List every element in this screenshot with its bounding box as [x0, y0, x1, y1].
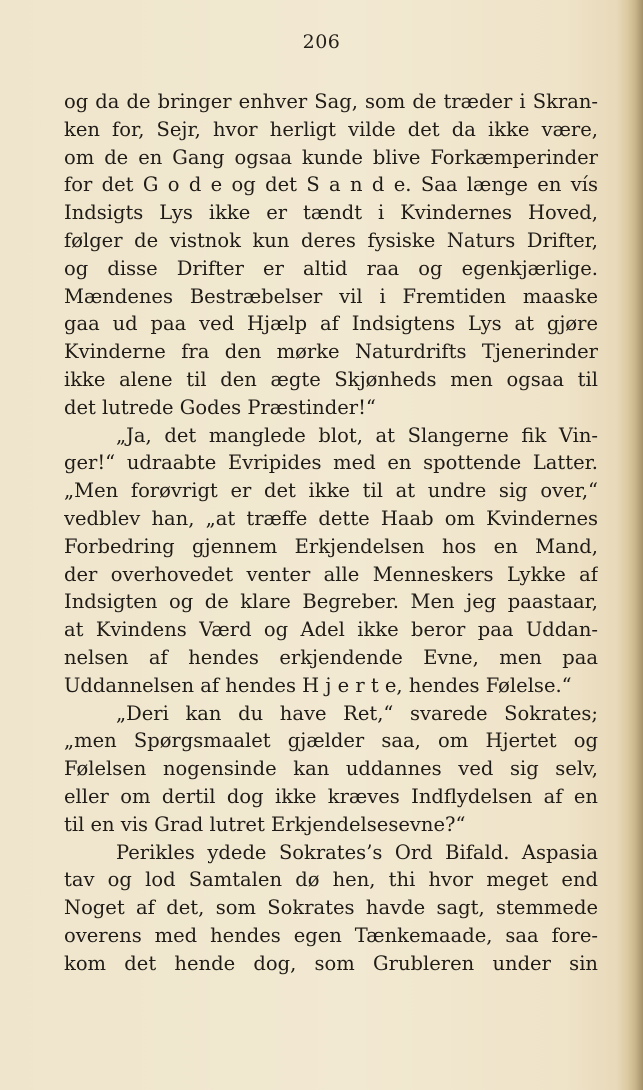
text-line: Indsigten og de klare Begreber. Men jeg paastaar,	[64, 590, 598, 614]
text-line: Uddannelsen af hendes H j e r t e, hendes Følelse.“	[64, 673, 572, 697]
text-line: gaa ud paa ved Hjælp af Indsigtens Lys at gjøre	[64, 312, 598, 336]
text-line: til en vis Grad lutret Erkjendelsesevne?“	[64, 812, 466, 836]
text-line: ger!“ udraabte Evripides med en spottende Latter.	[64, 451, 598, 475]
text-line: „Deri kan du have Ret,“ svarede Sokrates;	[116, 701, 598, 725]
text-line: overens med hendes egen Tænkemaade, saa fore-	[64, 923, 598, 947]
text-line: ikke alene til den ægte Skjønheds men ogsaa til	[64, 367, 598, 391]
text-line: Mændenes Bestræbelser vil i Fremtiden maaske	[64, 284, 598, 308]
text-line: kom det hende dog, som Grubleren under sin	[64, 951, 598, 975]
text-line: tav og lod Samtalen dø hen, thi hvor meget end	[64, 868, 598, 892]
page-number: 206	[302, 31, 341, 53]
text-line: vedblev han, „at træffe dette Haab om Kvindernes	[64, 506, 598, 530]
text-line: Følelsen nogensinde kan uddannes ved sig selv,	[64, 757, 598, 781]
text-line: at Kvindens Værd og Adel ikke beror paa Uddan-	[64, 618, 598, 642]
text-line: eller om dertil dog ikke kræves Indflydelsen af en	[64, 784, 598, 808]
text-line: og disse Drifter er altid raa og egenkjærlige.	[64, 256, 598, 280]
text-line: Forbedring gjennem Erkjendelsen hos en Mand,	[64, 534, 598, 558]
text-line: Noget af det, som Sokrates havde sagt, stemmede	[64, 896, 598, 920]
text-line: Perikles ydede Sokrates’s Ord Bifald. Aspasia	[116, 840, 598, 864]
text-line: nelsen af hendes erkjendende Evne, men paa	[64, 645, 598, 669]
text-line: for det G o d e og det S a n d e. Saa længe en vís	[64, 173, 598, 197]
text-line: Indsigts Lys ikke er tændt i Kvindernes Hoved,	[64, 201, 598, 225]
text-line: „Men forøvrigt er det ikke til at undre sig over,“	[64, 479, 598, 503]
text-line: det lutrede Godes Præstinder!“	[64, 395, 376, 419]
text-line: følger de vistnok kun deres fysiske Naturs Drifter,	[64, 228, 598, 252]
body-text	[64, 88, 598, 978]
text-line: og da de bringer enhver Sag, som de træder i Skran-	[64, 90, 598, 113]
text-line: der overhovedet venter alle Menneskers Lykke af	[64, 562, 598, 586]
text-line: Kvinderne fra den mørke Naturdrifts Tjenerinder	[64, 340, 598, 364]
text-line: ken for, Sejr, hvor herligt vilde det da ikke være,	[64, 117, 598, 141]
text-line: „men Spørgsmaalet gjælder saa, om Hjertet og	[64, 729, 598, 753]
text-line: „Ja, det manglede blot, at Slangerne fik Vin-	[116, 423, 598, 447]
page-edge-shadow	[617, 0, 643, 1090]
text-line: om de en Gang ogsaa kunde blive Forkæmperinder	[64, 145, 598, 169]
